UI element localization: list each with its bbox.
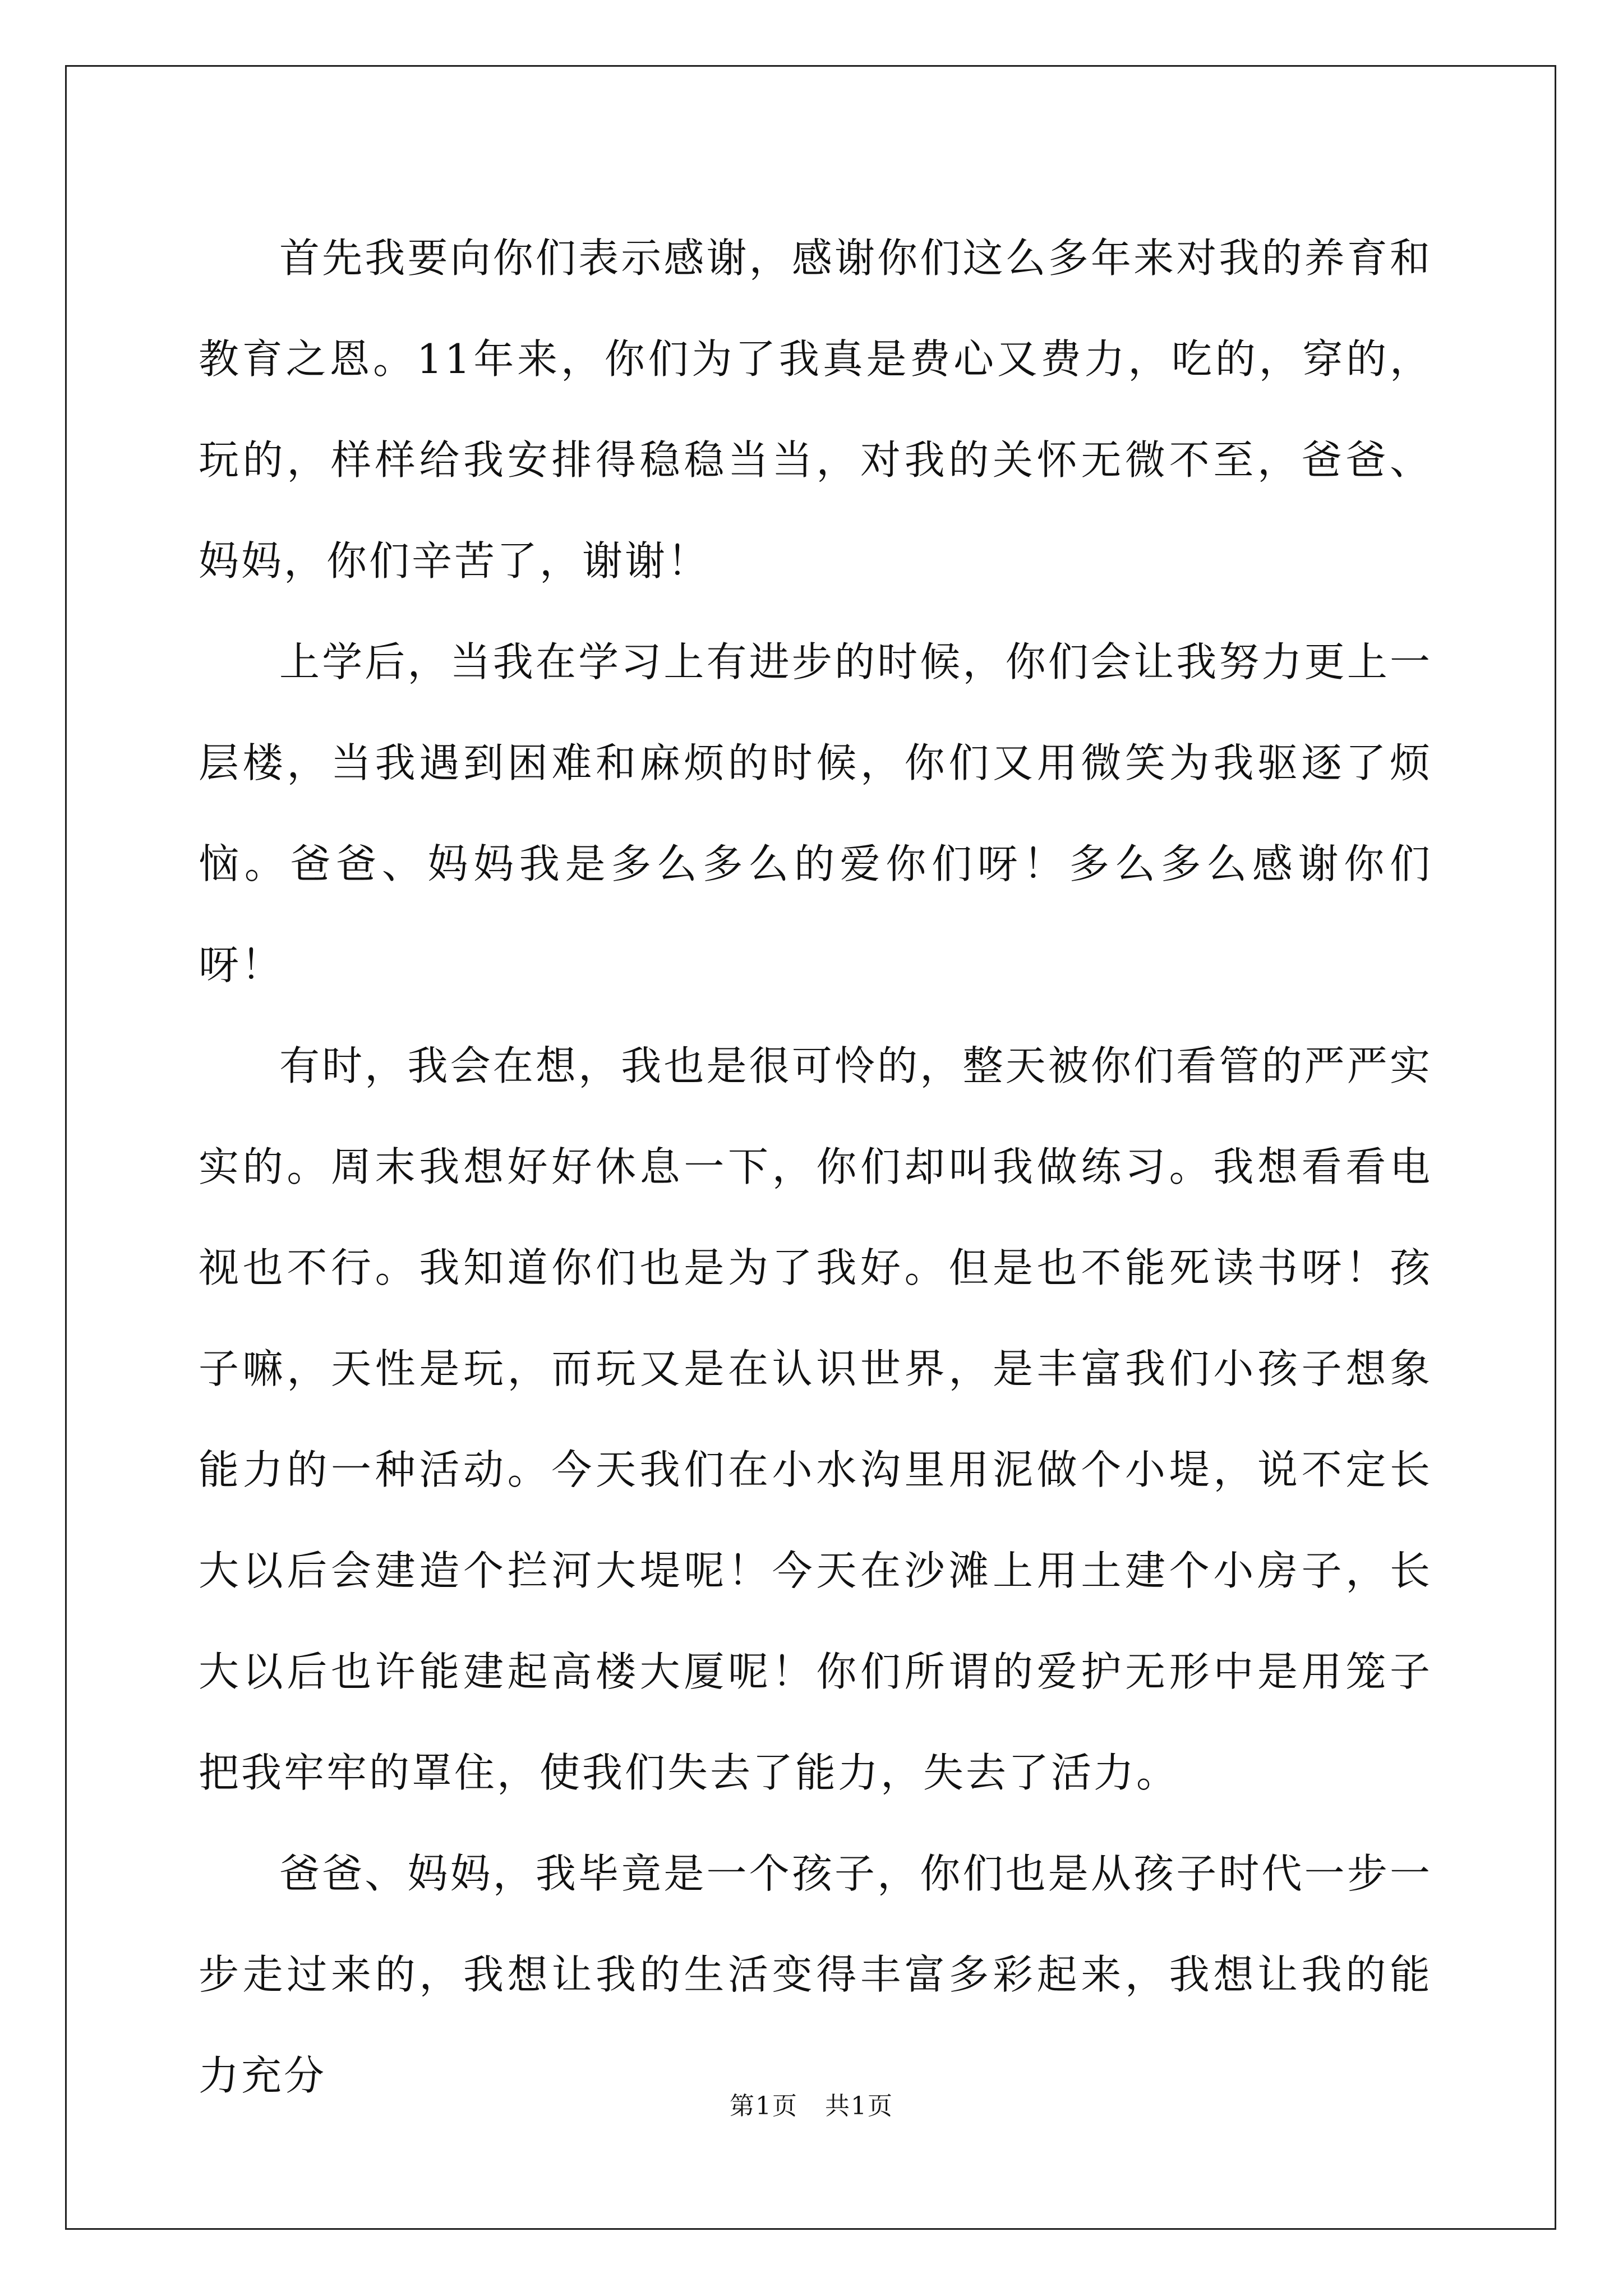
paragraph-4: 爸爸、妈妈，我毕竟是一个孩子，你们也是从孩子时代一步一步走过来的，我想让我的生活变得丰富多彩起来，我想让我的能力充分 bbox=[199, 1850, 1432, 2099]
paragraph-3: 有时，我会在想，我也是很可怜的，整天被你们看管的严严实实的。周末我想好好休息一下，你们却叫我做练习。我想看看电视也不行。我知道你们也是为了我好。但是也不能死读书呀！孩子嘛，天性是玩，而玩又是在认识世界，是丰富我们小孩子想象能力的一种活动。今天我们在小水沟里用泥做个小堤，说不定长大以后会建造个拦河大堤呢！今天在沙滩上用土建个小房子，长大以后也许能建起高楼大厦呢！你们所谓的爱护无形中是用笼子把我牢牢的罩住，使我们失去了能力，失去了活力。 bbox=[199, 1042, 1432, 1796]
paragraph-2: 上学后，当我在学习上有进步的时候，你们会让我努力更上一层楼，当我遇到困难和麻烦的时候，你们又用微笑为我驱逐了烦恼。爸爸、妈妈我是多么多么的爱你们呀！多么多么感谢你们呀！ bbox=[199, 638, 1432, 988]
page-footer bbox=[0, 2086, 1623, 2122]
paragraph-1: 首先我要向你们表示感谢，感谢你们这么多年来对我的养育和教育之恩。11年来，你们为了我真是费心又费力，吃的，穿的，玩的，样样给我安排得稳稳当当，对我的关怀无微不至，爸爸、妈妈，你们辛苦了，谢谢！ bbox=[199, 234, 1432, 585]
page-total: 共1页 bbox=[825, 2092, 893, 2120]
page-number: 第1页 bbox=[730, 2092, 798, 2120]
document-body bbox=[199, 208, 1432, 2126]
